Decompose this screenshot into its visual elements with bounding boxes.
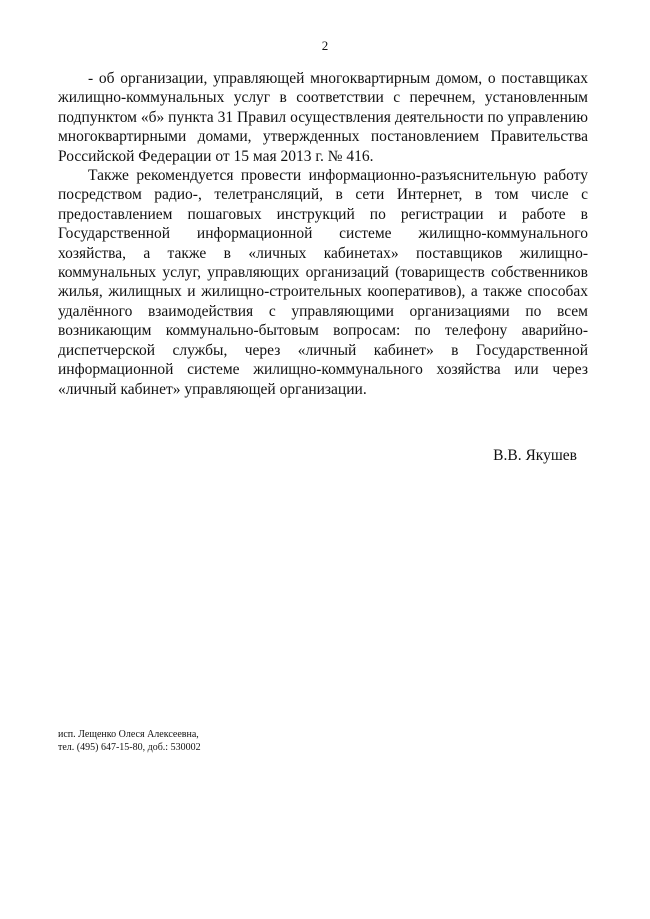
page-number: 2 (321, 38, 329, 53)
executor-note (58, 728, 201, 754)
signature-name: В.В. Якушев (493, 447, 577, 464)
executor-phone: тел. (495) 647-15-80, доб.: 530002 (58, 742, 201, 753)
paragraph-organization-info: - об организации, управляющей многоквартирным домом, о поставщиках жилищно-коммунальных услуг в соответствии с перечнем, установленным подпунктом «б» пункта 31 Правил осуществления деятельности по управлению многоквартирными домами, утвержденных постановлением Правительства Российской Федерации от 15 мая 2013 г. № 416. (58, 70, 588, 165)
executor-name: исп. Лещенко Олеся Алексеевна, (58, 729, 199, 740)
paragraph-recommendation: Также рекомендуется провести информационно-разъяснительную работу посредством радио-, телетрансляций, в сети Интернет, в том числе с предоставлением пошаговых инструкций по регистрации и работе в Государственной информационной системе жилищно-коммунального хозяйства, а также в «личных кабинетах» поставщиков жилищно-коммунальных услуг, управляющих организаций (товариществ собственников жилья, жилищных и жилищно-строительных кооперативов), а также способах удалённого взаимодействия с управляющими организациями по всем возникающим коммунально-бытовым вопросам: по телефону аварийно-диспетчерской службы, через «личный кабинет» в Государственной информационной системе жилищно-коммунального хозяйства или через «личный кабинет» управляющей организации. (58, 167, 588, 398)
letter-body (58, 69, 588, 399)
